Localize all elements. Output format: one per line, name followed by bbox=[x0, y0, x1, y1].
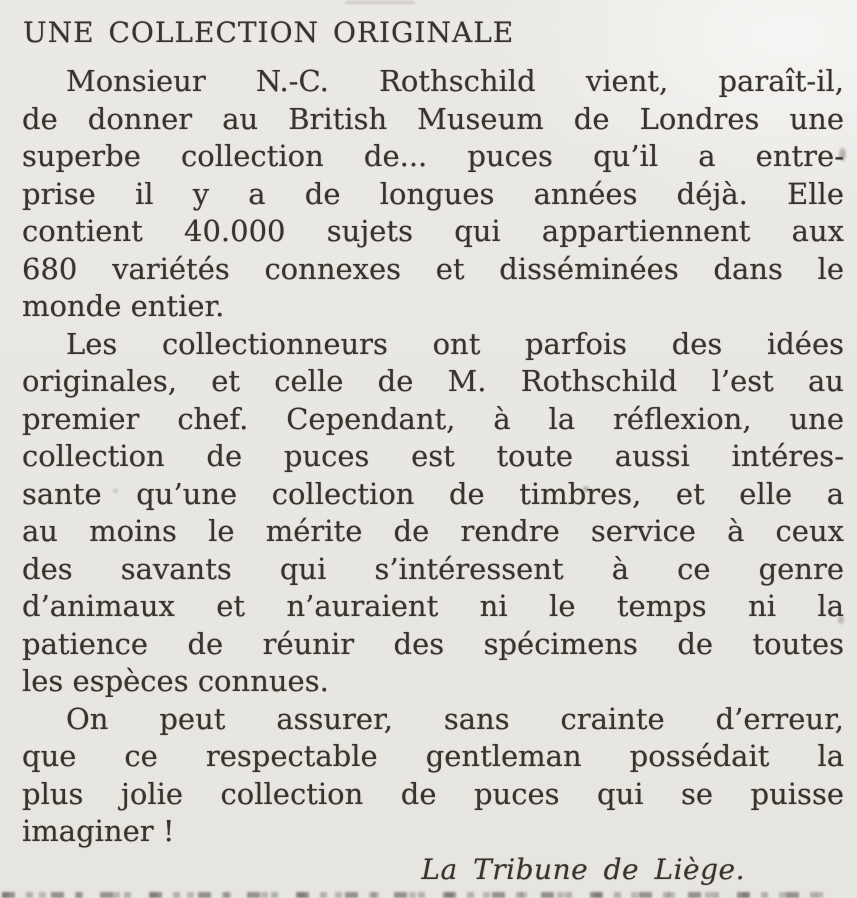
text-line: des savants qui s’intéressent à ce genre bbox=[22, 551, 844, 586]
article-title: UNE COLLECTION ORIGINALE bbox=[23, 16, 515, 49]
cutoff-next-line bbox=[2, 892, 830, 898]
text-line: de donner au British Museum de Londres une bbox=[22, 101, 844, 136]
text-line: premier chef. Cependant, à la réflexion, une bbox=[22, 401, 844, 436]
text-line: que ce respectable gentleman possédait la bbox=[22, 739, 844, 773]
article-body bbox=[0, 63, 857, 851]
text-line: sante qu’une collection de timbres, et elle a bbox=[22, 476, 844, 511]
text-line: 680 variétés connexes et disséminées dans le bbox=[22, 251, 844, 286]
text-line: prise il y a de longues années déjà. Elle bbox=[22, 176, 844, 211]
text-line: d’animaux et n’auraient ni le temps ni la bbox=[22, 589, 844, 623]
paragraph bbox=[22, 63, 844, 326]
text-line: les espèces connues. bbox=[22, 664, 329, 698]
text-line: plus jolie collection de puces qui se puisse bbox=[22, 776, 844, 811]
attribution-source: La Tribune de Liège. bbox=[421, 852, 745, 886]
paragraph bbox=[22, 326, 844, 701]
text-line: Les collectionneurs ont parfois des idées bbox=[66, 326, 844, 361]
paper-speck bbox=[113, 489, 118, 493]
text-line: Monsieur N.-C. Rothschild vient, paraît-il, bbox=[66, 64, 844, 98]
paper-speck bbox=[345, 1, 415, 4]
text-line: originales, et celle de M. Rothschild l’est au bbox=[22, 364, 844, 398]
text-line: au moins le mérite de rendre service à ceux bbox=[22, 514, 844, 548]
text-line: contient 40.000 sujets qui appartiennent aux bbox=[22, 214, 844, 248]
text-line: collection de puces est toute aussi intéres- bbox=[22, 439, 844, 473]
text-line: imaginer ! bbox=[22, 814, 175, 848]
text-line: superbe collection de... puces qu’il a entre- bbox=[22, 139, 844, 173]
paper-speck bbox=[838, 616, 844, 624]
text-line: patience de réunir des spécimens de toutes bbox=[22, 626, 844, 661]
paper-speck bbox=[583, 486, 589, 492]
text-line: On peut assurer, sans crainte d’erreur, bbox=[66, 701, 844, 736]
paragraph bbox=[22, 701, 844, 851]
text-line: monde entier. bbox=[22, 289, 225, 323]
paper-speck bbox=[839, 148, 846, 161]
